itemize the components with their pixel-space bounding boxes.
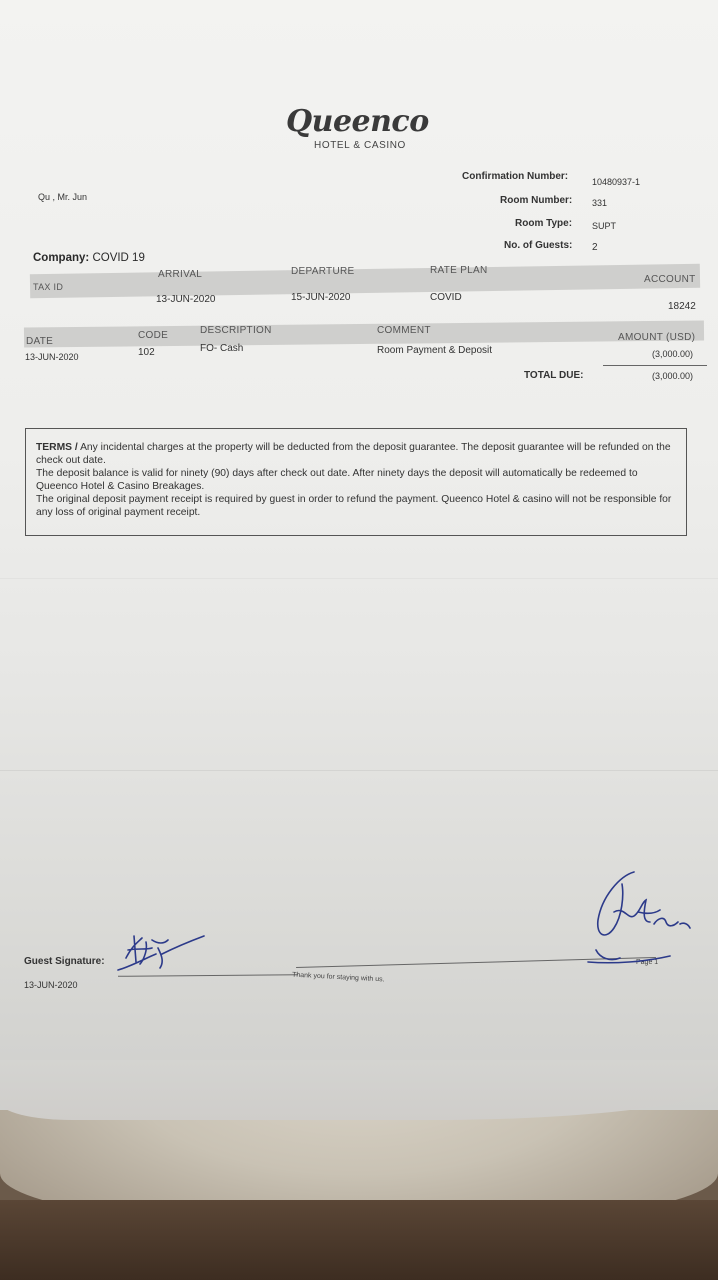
guest-name: Qu , Mr. Jun xyxy=(38,192,88,202)
tax-id-label: TAX ID xyxy=(33,282,64,292)
room-type-value: SUPT xyxy=(592,221,617,231)
paper-fold-line xyxy=(0,578,718,579)
rate-plan-value: COVID xyxy=(430,292,462,303)
footer-date: 13-JUN-2020 xyxy=(24,980,78,990)
arrival-date: 13-JUN-2020 xyxy=(156,294,216,305)
staff-signature-icon xyxy=(584,866,704,976)
terms-line-2: The deposit balance is valid for ninety (90) days after check out date. After ninety days the deposit will automatically be redeemed to Queenco Hotel & Casino Breakages. xyxy=(36,468,638,492)
room-number-value: 331 xyxy=(592,198,608,208)
company-label: Company: xyxy=(33,252,90,264)
company-value: COVID 19 xyxy=(92,252,145,264)
terms-box xyxy=(25,428,687,536)
row-date: 13-JUN-2020 xyxy=(25,352,79,362)
account-number: 18242 xyxy=(668,301,696,312)
total-due-label: TOTAL DUE: xyxy=(524,370,584,381)
transaction-header-band xyxy=(24,320,704,347)
guest-count-value: 2 xyxy=(592,242,598,253)
confirmation-number-label: Confirmation Number: xyxy=(462,171,569,182)
comment-header: COMMENT xyxy=(377,325,431,336)
departure-header: DEPARTURE xyxy=(291,266,355,277)
paper-bottom-edge xyxy=(0,1060,718,1120)
date-header: DATE xyxy=(26,336,54,347)
hotel-logo-subtitle: HOTEL & CASINO xyxy=(314,140,406,151)
row-description: FO- Cash xyxy=(200,343,244,354)
rate-plan-header: RATE PLAN xyxy=(430,265,488,276)
thank-you-note: Thank you for staying with us. xyxy=(291,971,385,984)
amount-header: AMOUNT (USD) xyxy=(618,332,696,343)
page-number: Page 1 xyxy=(636,959,659,966)
confirmation-number-value: 10480937-1 xyxy=(592,177,641,187)
terms-line-3: The original deposit payment receipt is required by guest in order to refund the payment. Queenco Hotel & casino will not be responsible for any loss of original payment receipt. xyxy=(36,494,672,518)
hotel-logo: Queenco xyxy=(286,104,429,139)
table-surface xyxy=(0,1200,718,1280)
description-header: DESCRIPTION xyxy=(200,325,272,336)
room-type-label: Room Type: xyxy=(515,218,573,229)
total-rule xyxy=(603,365,707,366)
row-amount: (3,000.00) xyxy=(652,349,694,359)
guest-signature-icon xyxy=(112,928,212,978)
terms-line-1: Any incidental charges at the property will be deducted from the deposit guarantee. The deposit guarantee will be refunded on the check out date. xyxy=(36,442,671,466)
row-code: 102 xyxy=(138,347,155,358)
room-number-label: Room Number: xyxy=(500,195,573,206)
row-comment: Room Payment & Deposit xyxy=(377,345,493,356)
paper-fold-line xyxy=(0,770,718,771)
company-line xyxy=(33,252,145,264)
terms-heading: TERMS / xyxy=(36,442,78,453)
stay-header-band xyxy=(30,264,700,299)
departure-date: 15-JUN-2020 xyxy=(291,292,351,303)
account-header: ACCOUNT xyxy=(644,274,696,285)
guest-signature-label: Guest Signature: xyxy=(24,956,105,967)
arrival-header: ARRIVAL xyxy=(158,269,203,280)
guest-count-label: No. of Guests: xyxy=(504,240,573,251)
total-due-value: (3,000.00) xyxy=(652,371,694,381)
code-header: CODE xyxy=(138,330,169,341)
